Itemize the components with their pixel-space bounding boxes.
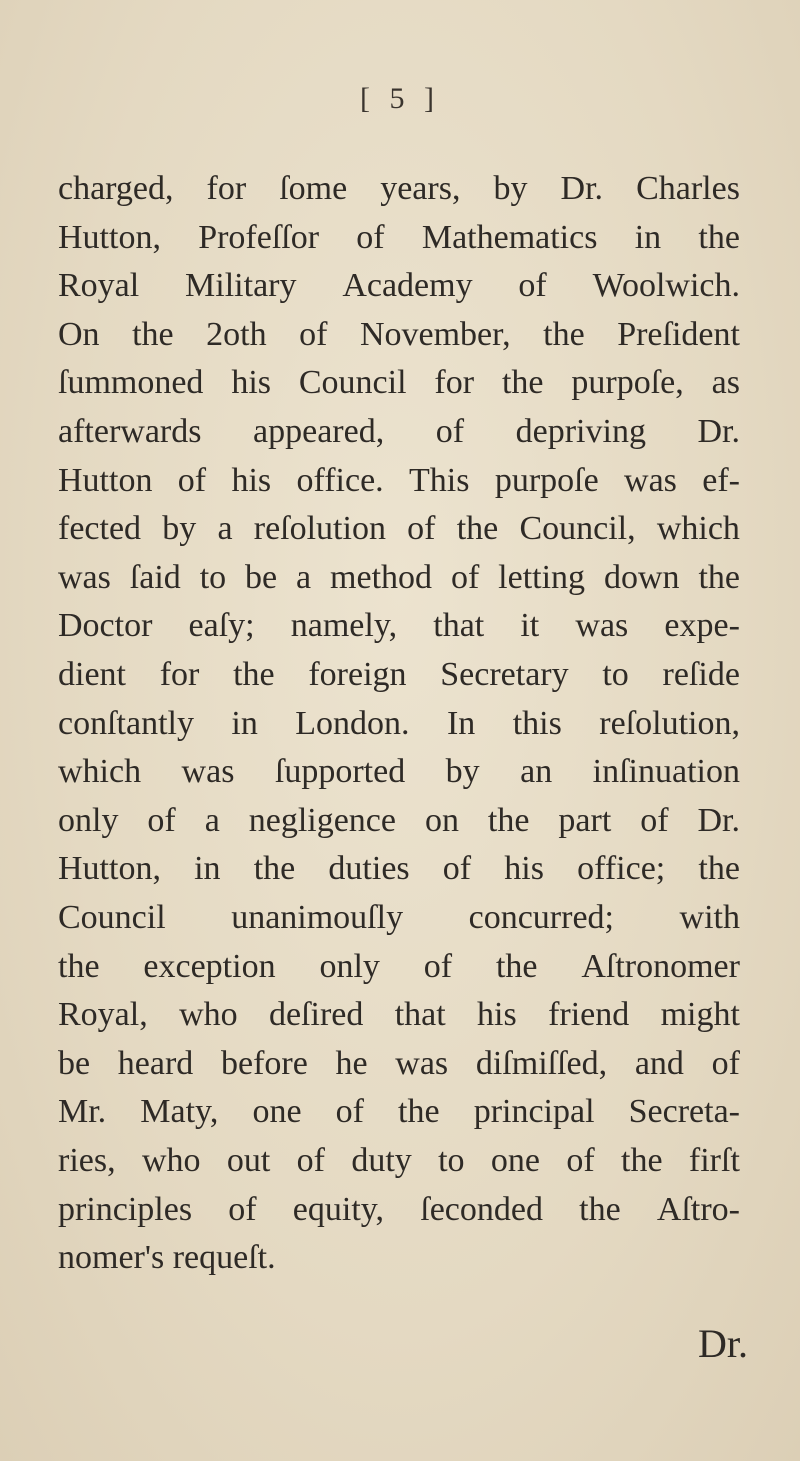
text-line: only of a negligence on the part of Dr. [58,801,740,839]
text-line: ries, who out of duty to one of the firſt [58,1142,740,1179]
text-line: dient for the foreign Secretary to reſide [58,656,740,693]
page-number: [ 5 ] [360,82,440,115]
text-line: Doctor eaſy; namely, that it was expe- [58,607,740,645]
text-line: Hutton of his office. This purpoſe was ef- [58,461,740,499]
text-line: Hutton, Profeſſor of Mathematics in the [58,218,740,256]
text-line: which was ſupported by an inſinuation [58,753,740,791]
catchword: Dr. [698,1320,748,1366]
text-line: charged, for ſome years, by Dr. Charles [58,170,740,207]
text-line: Royal Military Academy of Woolwich. [58,267,740,305]
text-line: was ſaid to be a method of letting down the [58,558,740,596]
text-line: afterwards appeared, of depriving Dr. [58,413,740,450]
text-line: Hutton, in the duties of his office; the [58,850,740,888]
text-line: Royal, who deſired that his friend might [58,996,740,1034]
text-line: be heard before he was diſmiſſed, and of [58,1044,740,1082]
text-line: nomer's requeſt. [58,1239,276,1277]
text-line: fected by a reſolution of the Council, which [58,510,740,548]
text-line: Mr. Maty, one of the principal Secreta- [58,1093,740,1131]
text-line: On the 2oth of November, the Preſident [58,315,740,353]
text-line: Council unanimouſly concurred; with [58,899,740,936]
text-line: conſtantly in London. In this reſolution, [58,704,740,742]
text-line: the exception only of the Aſtronomer [58,947,740,985]
text-line: principles of equity, ſeconded the Aſtro- [58,1190,740,1228]
text-line: ſummoned his Council for the purpoſe, as [58,364,740,402]
